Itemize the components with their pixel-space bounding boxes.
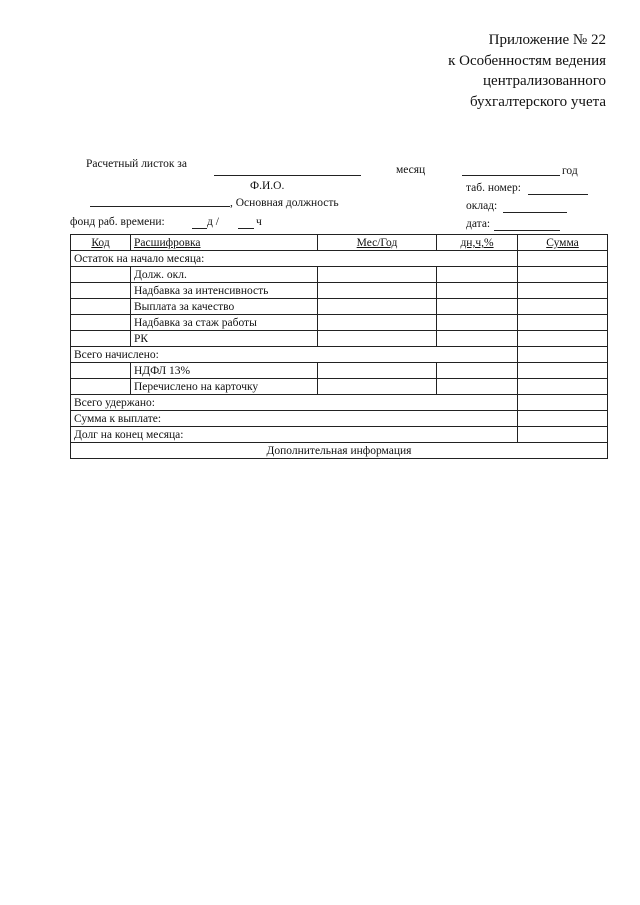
additional-info-row (71, 443, 608, 459)
year-label: год (562, 165, 578, 177)
amount-cell (518, 379, 608, 395)
appendix-line-2: к Особенностям ведения (448, 52, 606, 69)
date-line (494, 230, 560, 231)
amount-cell (518, 395, 608, 411)
hours-line (238, 228, 254, 229)
amount-cell (518, 251, 608, 267)
salary-label: оклад: (466, 200, 498, 212)
description-cell: Надбавка за интенсивность (131, 283, 318, 299)
closing-debt-label: Долг на конец месяца: (71, 427, 518, 443)
table-row (71, 363, 608, 379)
amount-cell (518, 411, 608, 427)
total-accrued-row (71, 347, 608, 363)
code-cell (71, 379, 131, 395)
name-line (90, 206, 230, 207)
amount-cell (518, 267, 608, 283)
days-cell (437, 299, 518, 315)
total-accrued-label: Всего начислено: (71, 347, 518, 363)
code-cell (71, 331, 131, 347)
table-row (71, 331, 608, 347)
amount-cell (518, 283, 608, 299)
position-label: , Основная должность (230, 197, 339, 209)
description-cell: Надбавка за стаж работы (131, 315, 318, 331)
month-year-cell (318, 315, 437, 331)
appendix-line-3: централизованного (483, 73, 606, 89)
total-withheld-label: Всего удержано: (71, 395, 518, 411)
month-year-cell (318, 331, 437, 347)
appendix-line-1: Приложение № 22 (488, 32, 606, 48)
amount-cell (518, 347, 608, 363)
days-cell (437, 331, 518, 347)
description-cell: НДФЛ 13% (131, 363, 318, 379)
additional-info-label: Дополнительная информация (71, 443, 608, 459)
date-label: дата: (466, 218, 491, 230)
code-cell (71, 315, 131, 331)
month-year-cell (318, 363, 437, 379)
month-line (462, 175, 560, 176)
month-year-cell (318, 379, 437, 395)
table-row (71, 267, 608, 283)
month-year-cell (318, 299, 437, 315)
description-cell: Выплата за качество (131, 299, 318, 315)
code-cell (71, 267, 131, 283)
hours-abbr: ч (256, 216, 262, 228)
period-line (214, 175, 361, 176)
column-header-description: Расшифровка (131, 235, 318, 251)
table-header-row (71, 235, 608, 251)
amount-cell (518, 299, 608, 315)
description-cell: Долж. окл. (131, 267, 318, 283)
amount-cell (518, 331, 608, 347)
amount-cell (518, 315, 608, 331)
table-row (71, 299, 608, 315)
column-header-code: Код (71, 235, 131, 251)
work-time-label: фонд раб. времени: (70, 216, 165, 228)
total-withheld-row (71, 395, 608, 411)
month-year-cell (318, 283, 437, 299)
amount-cell (518, 427, 608, 443)
description-cell: РК (131, 331, 318, 347)
tab-number-line (528, 194, 588, 195)
amount-payable-label: Сумма к выплате: (71, 411, 518, 427)
days-cell (437, 267, 518, 283)
days-abbr: д / (207, 216, 219, 228)
days-line (192, 228, 207, 229)
appendix-caption (448, 30, 606, 112)
month-label: месяц (396, 164, 426, 176)
code-cell (71, 363, 131, 379)
table-row (71, 315, 608, 331)
tab-number-label: таб. номер: (466, 182, 521, 194)
table-row (71, 283, 608, 299)
code-cell (71, 283, 131, 299)
code-cell (71, 299, 131, 315)
days-cell (437, 363, 518, 379)
month-year-cell (318, 267, 437, 283)
payslip-table (70, 234, 608, 459)
closing-debt-row (71, 427, 608, 443)
column-header-days-hours-percent: дн,ч,% (437, 235, 518, 251)
amount-payable-row (71, 411, 608, 427)
amount-cell (518, 363, 608, 379)
slip-for-label: Расчетный листок за (86, 158, 187, 170)
table-row (71, 379, 608, 395)
salary-line (503, 212, 567, 213)
days-cell (437, 315, 518, 331)
appendix-line-4: бухгалтерского учета (469, 93, 606, 110)
days-cell (437, 379, 518, 395)
description-cell: Перечислено на карточку (131, 379, 318, 395)
fio-label: Ф.И.О. (250, 180, 285, 192)
opening-balance-row (71, 251, 608, 267)
column-header-month-year: Мес/Год (318, 235, 437, 251)
column-header-amount: Сумма (518, 235, 608, 251)
opening-balance-label: Остаток на начало месяца: (71, 251, 518, 267)
days-cell (437, 283, 518, 299)
